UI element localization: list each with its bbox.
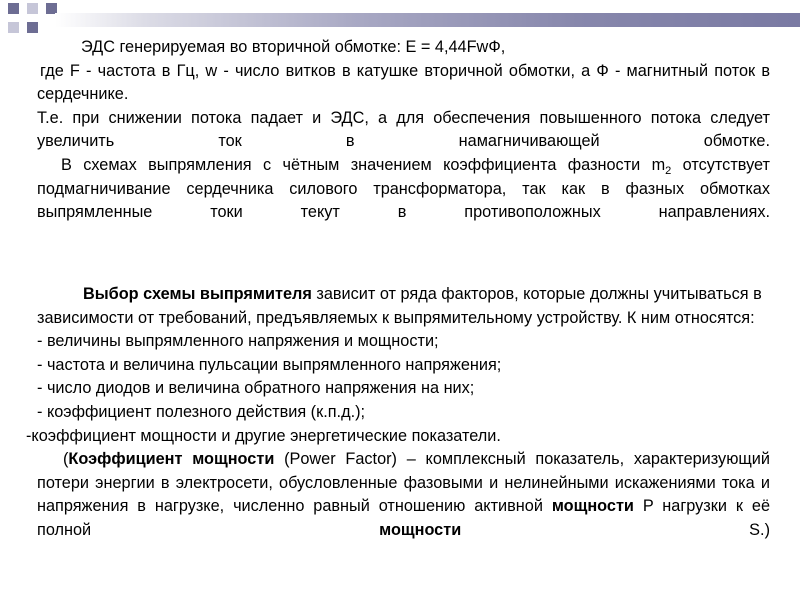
phase-paragraph <box>37 154 770 225</box>
slide-header-decoration <box>0 0 800 40</box>
decor-square <box>27 3 38 14</box>
pf-term: Коэффициент мощности <box>68 450 275 469</box>
decor-square <box>8 22 19 33</box>
emf-formula-line: ЭДС генерируемая во вторичной обмотке: Е = 4,44FwФ, <box>81 38 506 56</box>
decor-square <box>27 22 38 33</box>
emf-definition-paragraph: где F - частота в Гц, w - число витков в катушке вторичной обмотки, а Ф - магнитный поток в сердечнике. <box>37 61 770 104</box>
pf-text: S.) <box>461 520 770 539</box>
pf-text: P нагрузки к её полной <box>37 497 771 539</box>
phase-subscript: 2 <box>665 164 672 177</box>
text-block-emf <box>37 36 770 225</box>
factor-item: - коэффициент полезного действия (к.п.д.); <box>37 402 366 421</box>
selection-text: зависит от ряда факторов, которые должны учитываться в зависимости от требований, предъявляемых к выпрямительному устройству. К ним относятся: <box>37 285 762 327</box>
decor-square <box>8 3 19 14</box>
factor-item: - частота и величина пульсации выпрямленного напряжения; <box>37 355 502 374</box>
pf-power-word: мощности <box>379 520 462 539</box>
phase-text-rest: отсутствует подмагничивание сердечника силового трансформатора, так как в фазных обмотках выпрямленные токи текут в противоположных направлениях. <box>37 155 770 222</box>
decor-gradient-band <box>55 13 800 27</box>
selection-heading: Выбор схемы выпрямителя <box>83 285 312 303</box>
selection-paragraph <box>37 283 770 330</box>
pf-open-paren: ( <box>63 450 69 469</box>
flux-note-paragraph: Т.е. при снижении потока падает и ЭДС, а для обеспечения повышенного потока следует увеличить ток в намагничивающей обмотке. <box>37 108 770 151</box>
power-factor-paragraph <box>37 448 770 542</box>
pf-text: (Power Factor) – комплексный показатель, характеризующий потери энергии в электросети, обусловленные фазовыми и нелинейными искажениями тока и напряжения в нагрузке, численно равный отношению активной <box>37 450 770 516</box>
factor-item: - величины выпрямленного напряжения и мощности; <box>37 332 439 351</box>
pf-power-word: мощности <box>551 497 634 516</box>
factor-item: -коэффициент мощности и другие энергетические показатели. <box>26 426 501 445</box>
phase-text: В схемах выпрямления с чётным значением коэффициента фазности m <box>61 155 666 174</box>
factor-item: - число диодов и величина обратного напряжения на них; <box>37 379 475 398</box>
text-block-rectifier-selection <box>26 283 771 543</box>
